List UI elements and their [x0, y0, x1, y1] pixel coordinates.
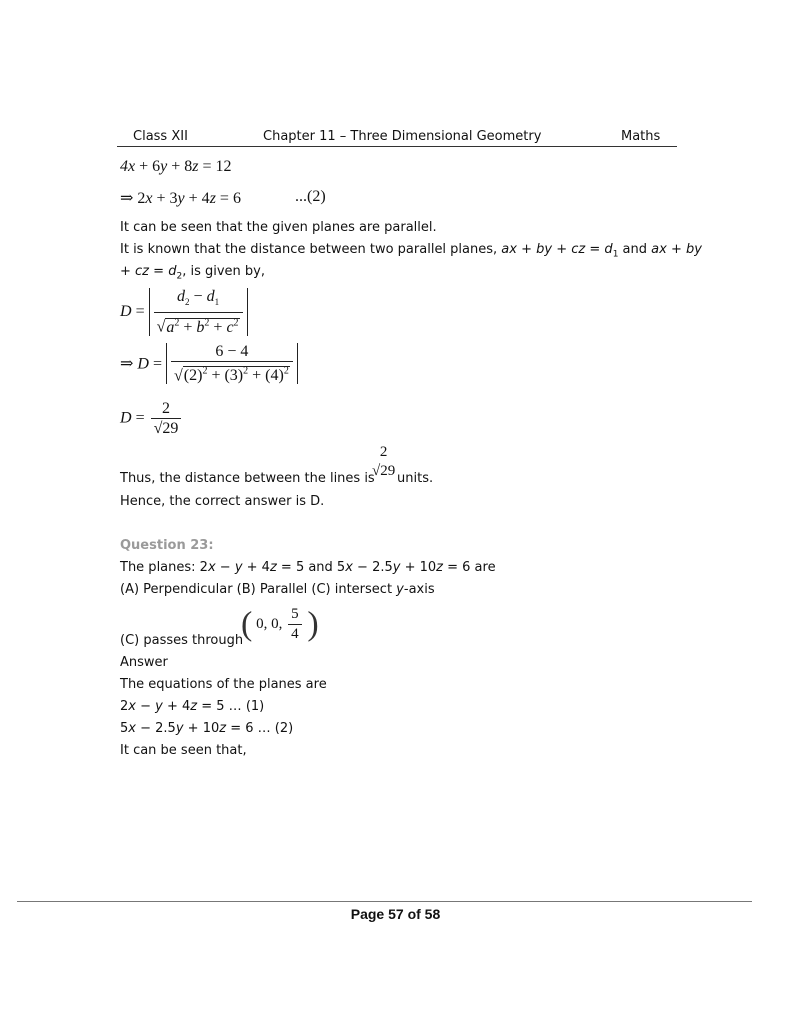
question-statement: The planes: 2x − y + 4z = 5 and 5x − 2.5y + 10z = 6 are: [120, 560, 496, 575]
header-subject: Maths: [621, 129, 661, 144]
question-option-c2: (C) passes through: [120, 633, 244, 648]
formula-substituted: ⇒ D = $\frac{6 - 4}{√(2)^2 + (3)^2 + (4)^2}$: [120, 343, 298, 384]
option-point: ( 0, 0, $\frac{5}{4}$ ): [241, 605, 319, 643]
answer-equation-2: 5x − 2.5y + 10z = 6 … (2): [120, 721, 294, 736]
page-number: Page 57 of 58: [350, 906, 441, 922]
header-chapter: Chapter 11 – Three Dimensional Geometry: [263, 129, 542, 144]
equation-2-lhs: ⇒ 2x + 3y + 4z = 6: [120, 190, 241, 207]
answer-continuation: It can be seen that,: [120, 743, 247, 758]
text-parallel: It can be seen that the given planes are parallel.: [120, 220, 437, 235]
question-title: Question 23:: [120, 538, 214, 553]
equation-1: 4x + 6y + 8z = 12: [120, 158, 232, 175]
equation-2-tag: ...(2): [295, 188, 326, 205]
formula-result: D = $\frac{2}{√29}$: [120, 400, 183, 437]
answer-equation-1: 2x − y + 4z = 5 … (1): [120, 699, 265, 714]
text-thus: Thus, the distance between the lines is: [120, 471, 375, 486]
footer-divider: [17, 901, 752, 902]
question-options: (A) Perpendicular (B) Parallel (C) intersect y-axis: [120, 582, 435, 597]
thus-fraction: 2 √29: [372, 444, 396, 479]
formula-distance: D = $\frac{d_2 - d_1}{√a^2 + b^2 + c^2}$: [120, 288, 248, 336]
header-class: Class XII: [133, 129, 188, 144]
text-thus-units: units.: [397, 471, 434, 486]
answer-intro: The equations of the planes are: [120, 677, 327, 692]
text-hence: Hence, the correct answer is D.: [120, 494, 325, 509]
answer-label: Answer: [120, 655, 168, 670]
header-divider: [117, 146, 677, 147]
equation-2: [120, 188, 241, 208]
text-known-line1: It is known that the distance between two parallel planes, ax + by + cz = $d_1$ and ax + by: [120, 242, 702, 260]
text-known-line2: + cz = $d_2$, is given by,: [120, 264, 265, 282]
